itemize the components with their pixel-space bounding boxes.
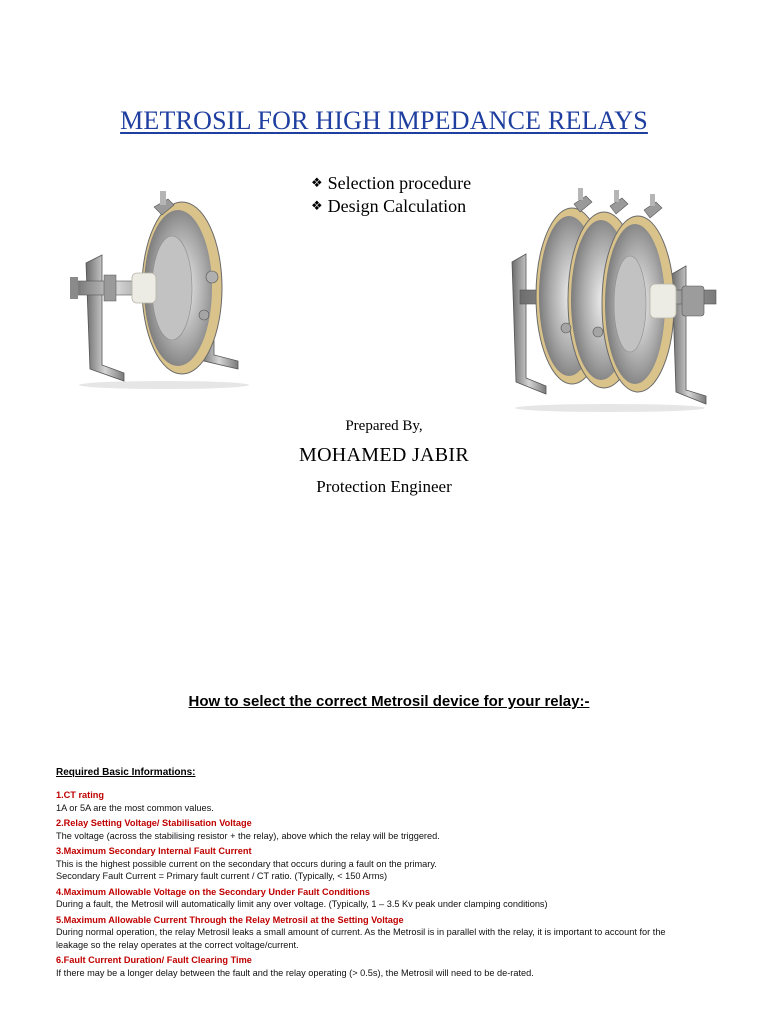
requirement-title: 5.Maximum Allowable Current Through the Relay Metrosil at the Setting Voltage — [56, 914, 404, 925]
section-heading: How to select the correct Metrosil device for your relay:- — [188, 693, 590, 710]
requirement-item — [56, 817, 736, 842]
author-name: MOHAMED JABIR — [298, 444, 470, 466]
requirement-title: 6.Fault Current Duration/ Fault Clearing Time — [56, 955, 252, 965]
document-title: METROSIL FOR HIGH IMPEDANCE RELAYS — [120, 106, 648, 135]
requirements-list — [56, 789, 736, 982]
bullet-text: Selection procedure — [327, 173, 472, 193]
required-info-heading: Required Basic Informations: — [56, 767, 196, 778]
topic-bullet-list — [311, 172, 471, 218]
requirement-description: During a fault, the Metrosil will automatically limit any over voltage. (Typically, 1 – 3.5 Kv peak under clamping conditions) — [56, 899, 548, 909]
requirement-title: 4.Maximum Allowable Voltage on the Secondary Under Fault Conditions — [56, 886, 370, 897]
bullet-text: Design Calculation — [327, 196, 467, 216]
bullet-item — [311, 172, 471, 195]
requirement-description: Secondary Fault Current = Primary fault current / CT ratio. (Typically, < 150 Arms) — [56, 871, 388, 881]
single-disc-metrosil-photo — [64, 185, 264, 390]
requirement-description: leakage so the relay operates at the correct voltage/current. — [56, 939, 299, 950]
bullet-item — [311, 195, 471, 218]
requirement-item — [56, 845, 736, 883]
diamond-bullet-icon: ❖ — [311, 176, 323, 191]
diamond-bullet-icon: ❖ — [311, 199, 323, 214]
prepared-by-label: Prepared By, — [345, 418, 423, 434]
requirement-description: If there may be a longer delay between the fault and the relay operating (> 0.5s), the Metrosil will need to be de-rated. — [56, 967, 534, 978]
requirement-title: 1.CT rating — [56, 790, 104, 800]
requirement-description: The voltage (across the stabilising resistor + the relay), above which the relay will be triggered. — [56, 830, 440, 841]
requirement-description: This is the highest possible current on the secondary that occurs during a fault on the primary. — [56, 858, 437, 869]
requirement-description: During normal operation, the relay Metrosil leaks a small amount of current. As the Metrosil is in parallel with the relay, it is important to account for the — [56, 927, 666, 937]
requirement-item — [56, 789, 736, 814]
requirement-item — [56, 954, 736, 979]
requirement-item — [56, 914, 736, 952]
author-role: Protection Engineer — [316, 477, 452, 496]
triple-disc-metrosil-photo — [500, 178, 722, 414]
requirement-title: 2.Relay Setting Voltage/ Stabilisation Voltage — [56, 818, 252, 828]
requirement-item — [56, 886, 736, 911]
requirement-title: 3.Maximum Secondary Internal Fault Current — [56, 846, 252, 856]
requirement-description: 1A or 5A are the most common values. — [56, 802, 214, 813]
